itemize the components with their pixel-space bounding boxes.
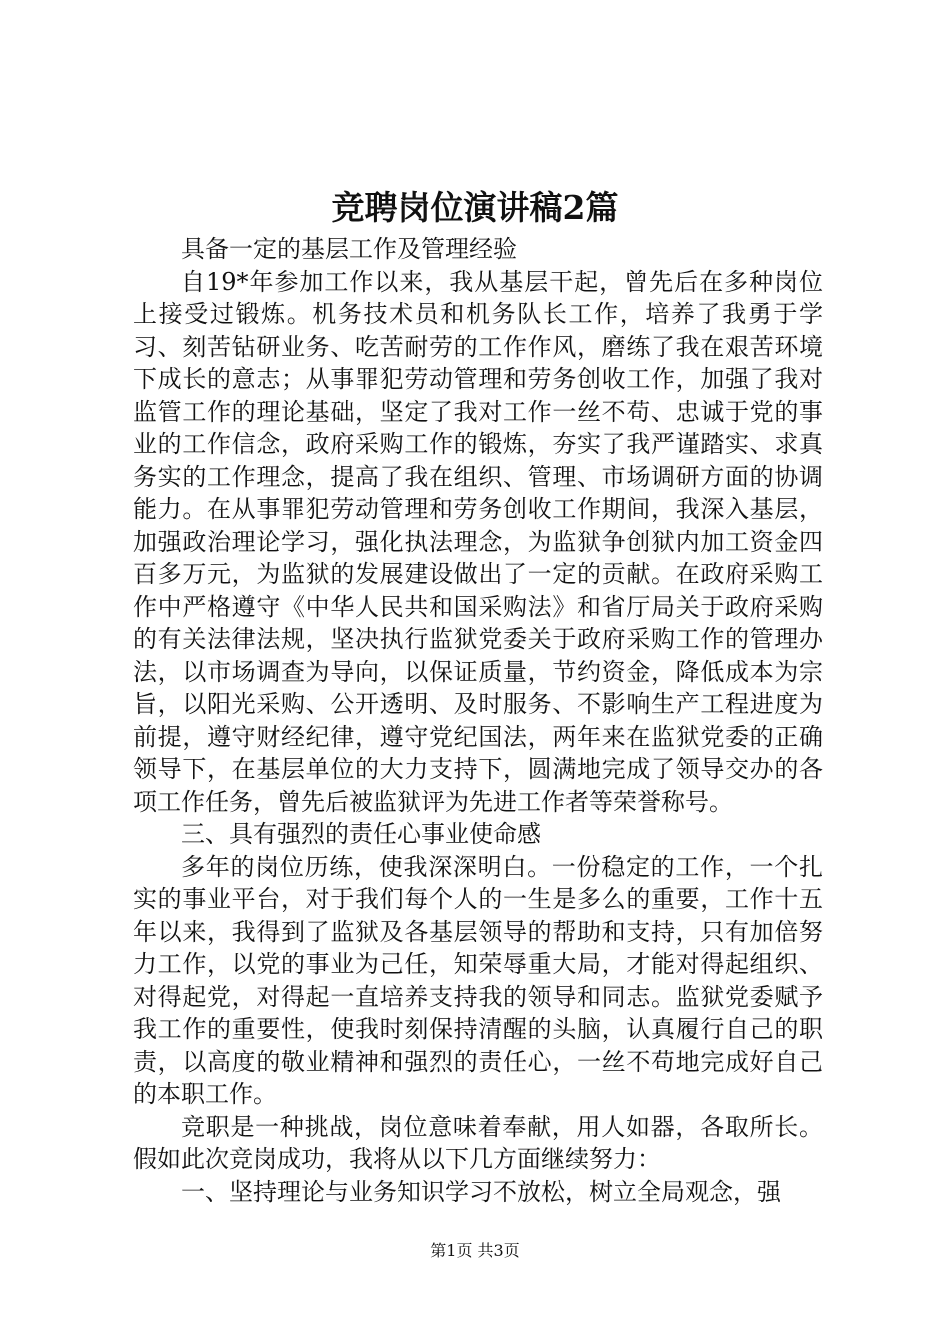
section-heading: 具备一定的基层工作及管理经验 — [181, 235, 517, 263]
document-body — [133, 233, 823, 1208]
paragraph: 自19*年参加工作以来，我从基层干起，曾先后在多种岗位上接受过锻炼。机务技术员和机务队长工作，培养了我勇于学习、刻苦钻研业务、吃苦耐劳的工作作风，磨练了我在艰苦环境下成长的意志；从事罪犯劳动管理和劳务创收工作，加强了我对监管工作的理论基础，坚定了我对工作一丝不苟、忠诚于党的事业的工作信念，政府采购工作的锻炼，夯实了我严谨踏实、求真务实的工作理念，提高了我在组织、管理、市场调研方面的协调能力。在从事罪犯劳动管理和劳务创收工作期间，我深入基层，加强政治理论学习，强化执法理念，为监狱争创狱内加工资金四百多万元，为监狱的发展建设做出了一定的贡献。在政府采购工作中严格遵守《中华人民共和国采购法》和省厅局关于政府采购的有关法律法规，坚决执行监狱党委关于政府采购工作的管理办法，以市场调查为导向，以保证质量，节约资金，降低成本为宗旨，以阳光采购、公开透明、及时服务、不影响生产工程进度为前提，遵守财经纪律，遵守党纪国法，两年来在监狱党委的正确领导下，在基层单位的大力支持下，圆满地完成了领导交办的各项工作任务，曾先后被监狱评为先进工作者等荣誉称号。 — [133, 267, 823, 816]
paragraph: 多年的岗位历练，使我深深明白。一份稳定的工作，一个扎实的事业平台，对于我们每个人的一生是多么的重要，工作十五年以来，我得到了监狱及各基层领导的帮助和支持，只有加倍努力工作，以党的事业为己任，知荣辱重大局，才能对得起组织、对得起党，对得起一直培养支持我的领导和同志。监狱党委赋予我工作的重要性，使我时刻保持清醒的头脑，认真履行自己的职责，以高度的敬业精神和强烈的责任心，一丝不苟地完成好自己的本职工作。 — [133, 852, 823, 1108]
page-number-footer: 第1页 共3页 — [430, 1241, 520, 1260]
paragraph: 一、坚持理论与业务知识学习不放松，树立全局观念，强 — [181, 1177, 781, 1206]
paragraph: 竞职是一种挑战，岗位意味着奉献，用人如器，各取所长。假如此次竞岗成功，我将从以下几方面继续努力： — [133, 1112, 823, 1173]
section-heading: 三、具有强烈的责任心事业使命感 — [181, 820, 541, 848]
document-title: 竞聘岗位演讲稿2篇 — [331, 188, 619, 227]
